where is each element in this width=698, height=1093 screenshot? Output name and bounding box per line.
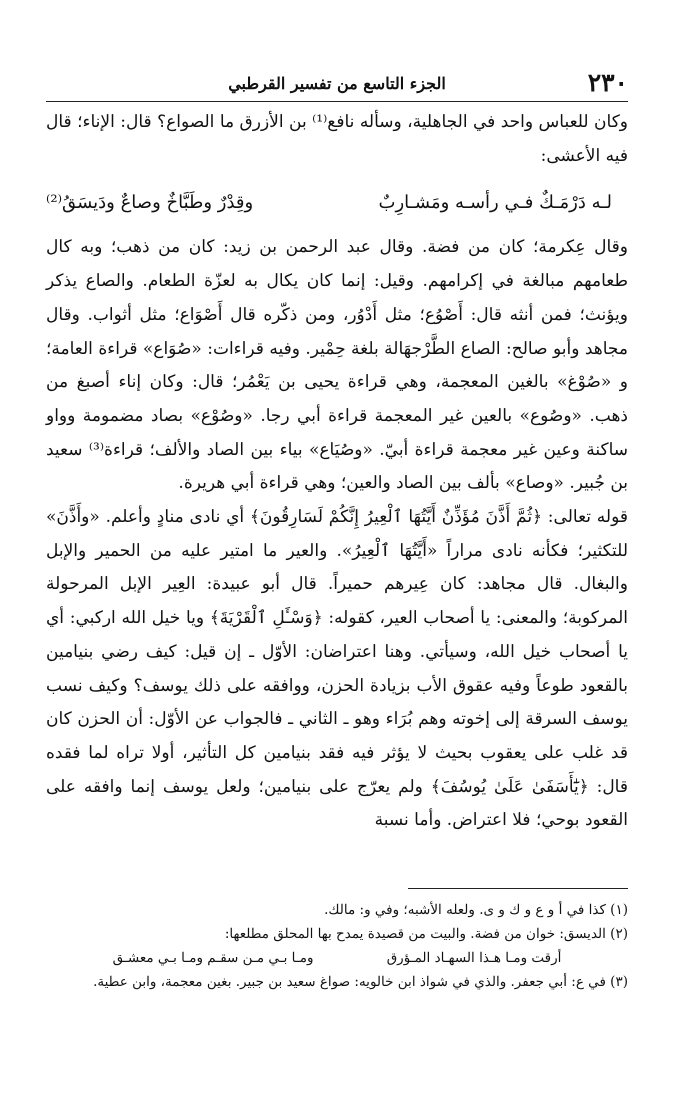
paragraph-3: قوله تعالى: ﴿ثُمَّ أَذَّنَ مُؤَذِّنٌ أَيَّتُهَا ٱلْعِيرُ إِنَّكُمْ لَسَارِقُونَ﴾ أي نادى منادٍ وأعلم. «وأَذَّنَ» للتكثير؛ فكأنه نادى مراراً «أَيَّتُهَا ٱلْعِيرُ». والعير ما امتير عليه من الحمير والإبل والبغال. قال مجاهد: كان عِيرهم حميراً. قال أبو عبيدة: العِير الإبل المرحولة المركوبة؛ والمعنى: يا أصحاب العير، كقوله: ﴿وَسْـَٔلِ ٱلْقَرْيَةَ﴾ ويا خيل الله اركبي: أي يا أصحاب خيل الله، وسيأتي. وهنا اعتراضان: الأوّل ـ إن قيل: كيف رضي بنيامين بالقعود طوعاً وفيه عقوق الأب بزيادة الحزن، ووافقه على ذلك يوسف؟ وكيف نسب يوسف السرقة إلى إخوته وهم بُرَاء وهو ـ الثاني ـ فالجواب عن الأوّل: أن الحزن كان قد غلب على يعقوب بحيث لا يؤثر فيه فقد بنيامين كل التأثير، أولا تراه لما فقده قال: ﴿يَٰٓأَسَفَىٰ عَلَىٰ يُوسُفَ﴾ ولم يعرّج على بنيامين؛ ولعل يوسف إنما وافقه على القعود بوحي؛ فلا اعتراض. وأما نسبة (46, 507, 628, 831)
footnote-verse-first: أرقت ومـا هـذا السهـاد المـؤرق (386, 950, 562, 966)
running-title: الجزء التاسع من تفسير القرطبي (228, 74, 446, 93)
paragraph-1: وكان للعباس واحد في الجاهلية، وسأله نافع⁽¹⁾ بن الأزرق ما الصواع؟ قال: الإناء؛ قال فيه الأعشى: (46, 112, 628, 166)
verse-second-hemistich: وقِدْرٌ وطَبَّاخٌ وصاعٌ ودَيسَقُ⁽²⁾ (46, 191, 254, 213)
footnote-verse-second: ومـا بـي مـن سقـم ومـا بـي معشـق (112, 950, 314, 966)
footnotes (46, 898, 628, 994)
verse-first-hemistich: لـه دَرْمَـكٌ فـي رأسـه ومَشـارِبٌ (378, 191, 612, 213)
poetry-verse (46, 173, 628, 231)
page-number: ٢٣٠ (587, 68, 628, 97)
footnote-verse (46, 946, 628, 970)
main-text (46, 106, 628, 838)
page-header (46, 62, 628, 102)
footnote-separator (408, 888, 628, 889)
footnote-1: (١) كذا في أ و ع و ك و ى. ولعله الأشبه؛ وفي و: مالك. (324, 902, 628, 918)
paragraph-2: وقال عِكرمة؛ كان من فضة. وقال عبد الرحمن بن زيد: كان من ذهب؛ وبه كال طعامهم مبالغة في إكرامهم. وقيل: إنما كان يكال به لعزّة الطعام. والصاع يذكر ويؤنث؛ فمن أنثه قال: أَصْوُع؛ مثل أَدْوُر، ومن ذكّره قال أَصْوَاع؛ مثل أثواب. وقال مجاهد وأبو صالح: الصاع الطَّرْجهَالة بلغة حِمْير. وفيه قراءات: «صُوَاع» قراءة العامة؛ و «صُوْغ» بالغين المعجمة، وهي قراءة يحيى بن يَعْمُر؛ قال: وكان إناء أصبغ من ذهب. «وصُوع» بالعين غير المعجمة قراءة أبي رجا. «وصُوْع» بصاد مضمومة وواو ساكنة وعين غير معجمة قراءة أبيّ. «وصُيَاع» بياء بين الصاد والألف؛ قراءة⁽³⁾ سعيد بن جُبير. «وصاع» بألف بين الصاد والعين؛ وهي قراءة أبي هريرة. (46, 237, 628, 494)
footnote-2: (٢) الديسق: خوان من فضة. والبيت من قصيدة يمدح بها المحلق مطلعها: (224, 926, 628, 942)
footnote-3: (٣) في ع: أبي جعفر. والذي في شواذ ابن خالويه: صواغ سعيد بن جبير. بغين معجمة، وابن عطية. (93, 974, 628, 990)
